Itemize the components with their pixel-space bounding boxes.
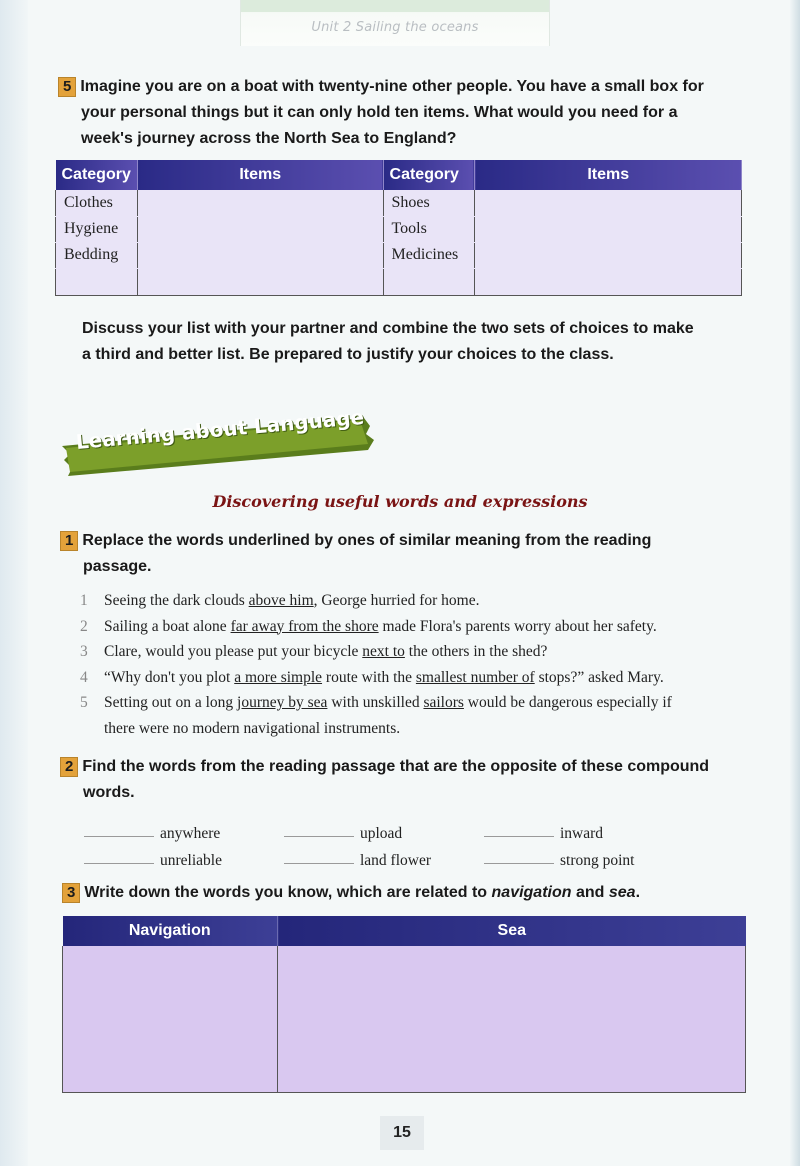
running-header	[240, 0, 550, 46]
category-cell: Bedding	[56, 242, 138, 268]
list-item	[80, 588, 750, 614]
table-row	[56, 242, 742, 268]
sentence-text: Sailing a boat alone far away from the shore made Flora's parents worry about her safety.	[104, 617, 657, 635]
items-input-cell[interactable]	[475, 190, 742, 216]
items-input-cell[interactable]	[475, 216, 742, 242]
task5-line3: week's journey across the North Sea to England?	[81, 130, 457, 147]
sentence-number: 3	[80, 643, 88, 660]
sentence-text: “Why don't you plot a more simple route with the smallest number of stops?” asked Mary.	[104, 668, 664, 686]
list-item	[80, 639, 750, 665]
underlined-phrase: above him	[248, 592, 314, 609]
unit-title: Unit 2 Sailing the oceans	[311, 20, 479, 35]
task5-number: 5	[58, 77, 76, 97]
header-category-2: Category	[383, 160, 475, 190]
header-category-1: Category	[56, 160, 138, 190]
underlined-phrase: smallest number of	[415, 668, 535, 686]
answer-blank[interactable]	[284, 836, 354, 837]
category-cell: Clothes	[56, 190, 138, 216]
answer-blank[interactable]	[484, 836, 554, 837]
page-edge-right	[790, 0, 800, 1166]
header-items-1: Items	[137, 160, 383, 190]
sentence-number: 2	[80, 617, 88, 635]
task3-prompt: 3 Write down the words you know, which are related to navigation and sea.	[62, 880, 752, 906]
list-item	[80, 665, 750, 691]
sentence-list	[80, 588, 750, 741]
task2-line1: Find the words from the reading passage that are the opposite of these compound	[82, 758, 710, 775]
sentence-text: Clare, would you please put your bicycle next to the others in the shed?	[104, 643, 548, 660]
header-bar	[241, 0, 549, 12]
banner-label: Learning about Language	[74, 404, 365, 454]
list-item	[80, 614, 750, 640]
opposites-row	[84, 843, 684, 870]
packing-table	[55, 160, 742, 296]
task5-line2: your personal things but it can only hold ten items. What would you need for a	[81, 104, 678, 121]
header-items-2: Items	[475, 160, 742, 190]
compound-word: anywhere	[160, 825, 221, 842]
items-input-cell[interactable]	[475, 242, 742, 268]
task2-prompt	[60, 754, 750, 806]
section-subheading: Discovering useful words and expressions	[212, 492, 588, 511]
table-row	[63, 946, 746, 1092]
sentence-text: Setting out on a long journey by sea with unskilled sailors would be dangerous especially if there were no modern navigational instruments.	[104, 694, 672, 737]
opposite-item	[284, 852, 484, 870]
answer-blank[interactable]	[84, 863, 154, 864]
category-cell[interactable]	[56, 268, 138, 295]
category-cell: Hygiene	[56, 216, 138, 242]
task1-line2: passage.	[83, 558, 152, 575]
emphasis-sea: sea	[608, 884, 636, 901]
category-cell: Tools	[383, 216, 475, 242]
section-banner	[58, 404, 376, 480]
opposites-exercise	[84, 816, 684, 870]
opposite-item	[84, 852, 284, 870]
opposite-item	[484, 852, 684, 870]
task1-number: 1	[60, 531, 78, 551]
page-number: 15	[380, 1116, 424, 1150]
items-input-cell[interactable]	[137, 190, 383, 216]
compound-word: strong point	[560, 852, 635, 869]
compound-word: upload	[360, 825, 403, 842]
answer-blank[interactable]	[484, 863, 554, 864]
opposite-item	[484, 825, 684, 843]
sentence-number: 5	[80, 694, 88, 711]
category-cell: Medicines	[383, 242, 475, 268]
compound-word: unreliable	[160, 852, 222, 869]
underlined-phrase: far away from the shore	[230, 617, 379, 635]
items-input-cell[interactable]	[475, 268, 742, 295]
table-row	[56, 268, 742, 295]
opposites-row	[84, 816, 684, 843]
category-cell: Shoes	[383, 190, 475, 216]
items-input-cell[interactable]	[137, 216, 383, 242]
list-item	[80, 690, 750, 741]
compound-word: inward	[560, 825, 604, 842]
discuss-line1: Discuss your list with your partner and combine the two sets of choices to make	[82, 320, 694, 337]
underlined-phrase: a more simple	[234, 668, 323, 686]
table-row	[56, 190, 742, 216]
task2-line2: words.	[83, 784, 135, 801]
task3-number: 3	[62, 883, 80, 903]
task1-line1: Replace the words underlined by ones of similar meaning from the reading	[82, 532, 652, 549]
underlined-phrase: next to	[362, 643, 405, 660]
items-input-cell[interactable]	[137, 242, 383, 268]
navigation-table-header	[63, 916, 746, 946]
header-sea: Sea	[278, 916, 746, 946]
sentence-number: 1	[80, 592, 88, 609]
table-row	[56, 216, 742, 242]
navigation-sea-table	[62, 916, 746, 1093]
task5-prompt	[58, 74, 758, 152]
items-input-cell[interactable]	[137, 268, 383, 295]
answer-blank[interactable]	[284, 863, 354, 864]
task1-prompt	[60, 528, 750, 580]
packing-table-header	[56, 160, 742, 190]
compound-word: land flower	[360, 852, 432, 869]
discuss-instructions	[82, 316, 762, 368]
opposite-item	[84, 825, 284, 843]
underlined-phrase: journey by sea	[237, 694, 328, 711]
navigation-words-cell[interactable]	[63, 946, 278, 1092]
sea-words-cell[interactable]	[278, 946, 746, 1092]
sentence-number: 4	[80, 668, 88, 686]
page-edge-left	[0, 0, 28, 1166]
category-cell[interactable]	[383, 268, 475, 295]
header-navigation: Navigation	[63, 916, 278, 946]
answer-blank[interactable]	[84, 836, 154, 837]
underlined-phrase: sailors	[423, 694, 464, 711]
emphasis-navigation: navigation	[491, 884, 572, 901]
opposite-item	[284, 825, 484, 843]
discuss-line2: a third and better list. Be prepared to justify your choices to the class.	[82, 346, 614, 363]
task2-number: 2	[60, 757, 78, 777]
sentence-text: Seeing the dark clouds above him, George hurried for home.	[104, 592, 480, 609]
task5-line1: Imagine you are on a boat with twenty-nine other people. You have a small box for	[80, 78, 704, 95]
